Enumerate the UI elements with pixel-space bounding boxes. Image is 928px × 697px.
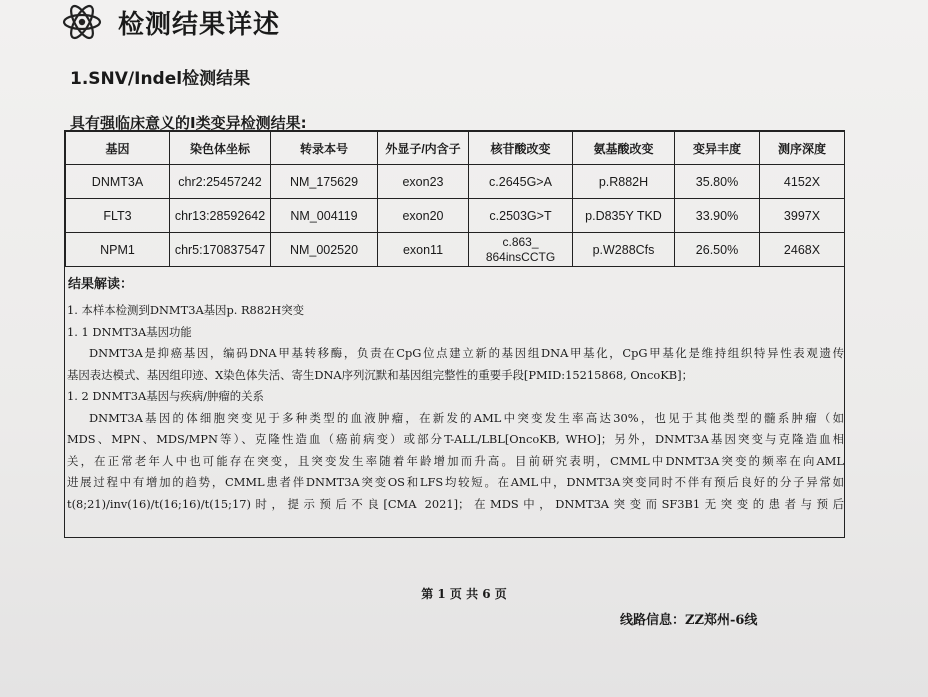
frequency-cell: 33.90% bbox=[675, 199, 760, 233]
amino-acid-cell: p.D835Y TKD bbox=[573, 199, 675, 233]
transcript-cell: NM_175629 bbox=[271, 165, 378, 199]
amino-acid-cell: p.W288Cfs bbox=[573, 233, 675, 267]
column-header: 转录本号 bbox=[271, 132, 378, 165]
frequency-cell: 35.80% bbox=[675, 165, 760, 199]
gene-disease-heading: 1. 2 DNMT3A基因与疾病/肿瘤的关系 bbox=[67, 389, 264, 403]
table-row bbox=[66, 165, 845, 199]
variant-table bbox=[65, 131, 845, 267]
paragraph-line: 关，在正常老年人中也可能存在突变，且突变发生率随着年龄增加而升高。目前研究表明，CMML中DNMT3A突变的频率在向AML bbox=[67, 453, 844, 468]
amino-acid-cell: p.R882H bbox=[573, 165, 675, 199]
report-header bbox=[62, 2, 280, 42]
frequency-cell: 26.50% bbox=[675, 233, 760, 267]
depth-cell: 3997X bbox=[760, 199, 845, 233]
nucleotide-cell: c.863_ 864insCCTG bbox=[469, 233, 573, 267]
results-box bbox=[64, 130, 845, 538]
exon-cell: exon23 bbox=[378, 165, 469, 199]
column-header: 基因 bbox=[66, 132, 170, 165]
depth-cell: 2468X bbox=[760, 233, 845, 267]
paragraph-line: MDS、MPN、MDS/MPN等）、克隆性造血（癌前病变）或部分T-ALL/LBL[OncoKB, WHO]；另外，DNMT3A基因突变与克隆造血相 bbox=[67, 432, 844, 446]
gene-cell: FLT3 bbox=[66, 199, 170, 233]
column-header: 氨基酸改变 bbox=[573, 132, 675, 165]
paragraph-line: t(8;21)/inv(16)/t(16;16)/t(15;17)时，提示预后不良[CMA 2021]；在MDS中，DNMT3A突变而SF3B1无突变的患者与预后 bbox=[67, 496, 844, 511]
column-header: 外显子/内含子 bbox=[378, 132, 469, 165]
result-summary-line: 1. 本样本检测到DNMT3A基因p. R882H突变 bbox=[67, 303, 305, 317]
atom-icon bbox=[62, 2, 102, 42]
paragraph-line: 进展过程中有增加的趋势，CMML患者伴DNMT3A突变OS和LFS均较短。在AML中，DNMT3A突变同时不伴有预后良好的分子异常如 bbox=[67, 475, 844, 489]
exon-cell: exon11 bbox=[378, 233, 469, 267]
chromosome-cell: chr5:170837547 bbox=[170, 233, 271, 267]
section-title: 1.SNV/Indel检测结果 bbox=[70, 69, 251, 89]
paragraph-line: DNMT3A是抑癌基因，编码DNA甲基转移酶，负责在CpG位点建立新的基因组DNA甲基化，CpG甲基化是维持组织特异性表观遗传 bbox=[89, 346, 844, 360]
gene-function-heading: 1. 1 DNMT3A基因功能 bbox=[67, 324, 192, 339]
column-header: 核苷酸改变 bbox=[469, 132, 573, 165]
gene-cell: NPM1 bbox=[66, 233, 170, 267]
chromosome-cell: chr13:28592642 bbox=[170, 199, 271, 233]
page-title: 检测结果详述 bbox=[118, 9, 281, 40]
column-header: 测序深度 bbox=[760, 132, 845, 165]
gene-cell: DNMT3A bbox=[66, 165, 170, 199]
transcript-cell: NM_002520 bbox=[271, 233, 378, 267]
table-row bbox=[66, 199, 845, 233]
column-header: 染色体坐标 bbox=[170, 132, 271, 165]
interpretation-title: 结果解读： bbox=[68, 277, 134, 292]
subsection-title: 具有强临床意义的I类变异检测结果: bbox=[70, 114, 307, 132]
paragraph-line: DNMT3A基因的体细胞突变见于多种类型的血液肿瘤，在新发的AML中突变发生率高达30%，也见于其他类型的髓系肿瘤（如 bbox=[89, 410, 844, 425]
paragraph-line: 基因表达模式、基因组印迹、X染色体失活、寄生DNA序列沉默和基因组完整性的重要手段[PMID:15215868, OncoKB]； bbox=[67, 367, 693, 382]
chromosome-cell: chr2:25457242 bbox=[170, 165, 271, 199]
route-info: 线路信息：ZZ郑州-6线 bbox=[620, 613, 758, 628]
depth-cell: 4152X bbox=[760, 165, 845, 199]
interpretation-section bbox=[65, 267, 844, 515]
table-header-row bbox=[66, 132, 845, 165]
exon-cell: exon20 bbox=[378, 199, 469, 233]
column-header: 变异丰度 bbox=[675, 132, 760, 165]
page-number: 第 1 页 共 6 页 bbox=[421, 587, 507, 601]
table-row bbox=[66, 233, 845, 267]
nucleotide-cell: c.2645G>A bbox=[469, 165, 573, 199]
transcript-cell: NM_004119 bbox=[271, 199, 378, 233]
nucleotide-cell: c.2503G>T bbox=[469, 199, 573, 233]
